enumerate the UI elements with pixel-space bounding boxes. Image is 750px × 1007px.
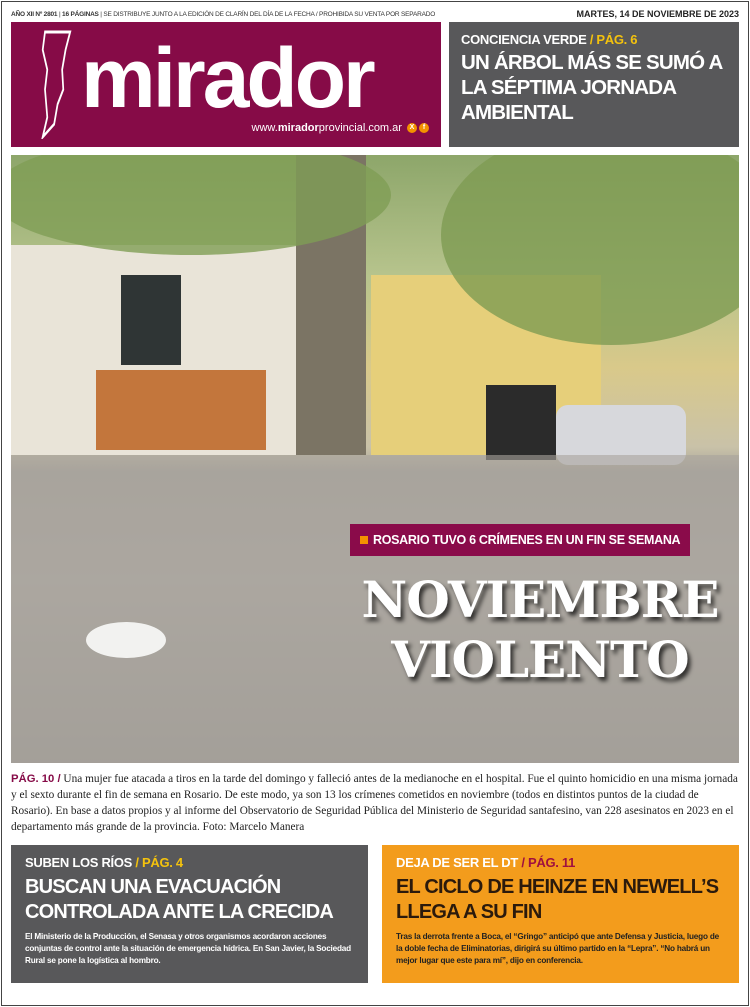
main-photo bbox=[11, 155, 739, 763]
story-body: El Ministerio de la Producción, el Senasa y otros organismos acordaron acciones conjuntas de control ante la situación de emergencia hídrica. En San Javier, la Sociedad Rural se pone la logística al hombro. bbox=[25, 932, 351, 965]
caption-page-ref: PÁG. 10 / bbox=[11, 773, 61, 785]
crime-tag: ROSARIO TUVO 6 CRÍMENES EN UN FIN SE SEMANA bbox=[350, 524, 690, 556]
story-body: Tras la derrota frente a Boca, el “Gringo” anticipó que ante Defensa y Justicia, luego de la doble fecha de Eliminatorias, dirigirá su último partido en la “Lepra”. “No habrá un mejor lugar que este para mí”, dijo en conferencia. bbox=[396, 932, 719, 965]
logo-text: mirador bbox=[81, 30, 373, 125]
website-url[interactable]: www.miradorprovincial.com.ar X f bbox=[252, 121, 429, 135]
kicker: CONCIENCIA VERDE bbox=[461, 32, 587, 47]
top-info-bar bbox=[11, 0, 739, 22]
issue-info: AÑO XII Nº 2801 | 16 PÁGINAS | SE DISTRIBUYE JUNTO A LA EDICIÓN DE CLARÍN DEL DÍA DE LA FECHA / PROHIBIDA SU VENTA POR SEPARADO bbox=[11, 10, 436, 18]
main-caption: PÁG. 10 / Una mujer fue atacada a tiros en la tarde del domingo y falleció antes de la medianoche en el hospital. Fue el quinto homicidio en una misma jornada y el sexto durante el fin de semana en Rosario. De este modo, ya son 13 los crímenes cometidos en noviembre (todos en distintos puntos de la ciudad de Rosario). En base a datos propios y al informe del Observatorio de Seguridad Pública del Ministerio de Seguridad santafesino, van 228 asesinatos en 2023 en el departamento más grande de la provincia. Foto: Marcelo Manera bbox=[11, 773, 738, 833]
page-ref: / PÁG. 6 bbox=[589, 32, 638, 47]
story-title: EL CICLO DE HEINZE EN NEWELL’S LLEGA A SU FIN bbox=[396, 876, 719, 923]
page-ref: / PÁG. 11 bbox=[521, 855, 576, 870]
story-rivers[interactable]: SUBEN LOS RÍOS / PÁG. 4 BUSCAN UNA EVACUACIÓN CONTROLADA ANTE LA CRECIDA El Ministerio de la Producción, el Senasa y otros organismos acordaron acciones conjuntas de control ante la situación de emergencia hídrica. En San Javier, la Sociedad Rural se pone la logística al hombro. bbox=[11, 845, 368, 983]
story-title: BUSCAN UNA EVACUACIÓN CONTROLADA ANTE LA CRECIDA bbox=[25, 876, 334, 923]
distribution-note: SE DISTRIBUYE JUNTO A LA EDICIÓN DE CLARÍN DEL DÍA DE LA FECHA / PROHIBIDA SU VENTA POR SEPARADO bbox=[103, 10, 436, 18]
main-headline[interactable]: NOVIEMBRE VIOLENTO bbox=[361, 570, 719, 689]
issue-number: AÑO XII Nº 2801 bbox=[11, 10, 58, 18]
top-story[interactable] bbox=[449, 22, 739, 147]
logo-text-column bbox=[81, 30, 429, 139]
story-heinze[interactable]: DEJA DE SER EL DT / PÁG. 11 EL CICLO DE HEINZE EN NEWELL’S LLEGA A SU FIN Tras la derrota frente a Boca, el “Gringo” anticipó que ante Defensa y Justicia, luego de la doble fecha de Eliminatorias, dirigirá su último partido en la “Lepra”. “No habrá un mejor lugar que este para mí”, dijo en conferencia. bbox=[382, 845, 739, 983]
header bbox=[11, 22, 739, 147]
photo-overlay-text bbox=[350, 524, 730, 690]
story-title: UN ÁRBOL MÁS SE SUMÓ A LA SÉPTIMA JORNADA AMBIENTAL bbox=[461, 51, 722, 124]
bottom-stories bbox=[11, 845, 739, 983]
masthead[interactable] bbox=[11, 22, 441, 147]
bullet-square bbox=[360, 536, 368, 544]
page-ref: / PÁG. 4 bbox=[135, 855, 183, 870]
page-count: 16 PÁGINAS bbox=[62, 10, 99, 18]
x-icon[interactable]: X bbox=[407, 123, 417, 133]
facebook-icon[interactable]: f bbox=[419, 123, 429, 133]
province-map-icon bbox=[37, 30, 77, 139]
date: MARTES, 14 DE NOVIEMBRE DE 2023 bbox=[576, 8, 739, 19]
